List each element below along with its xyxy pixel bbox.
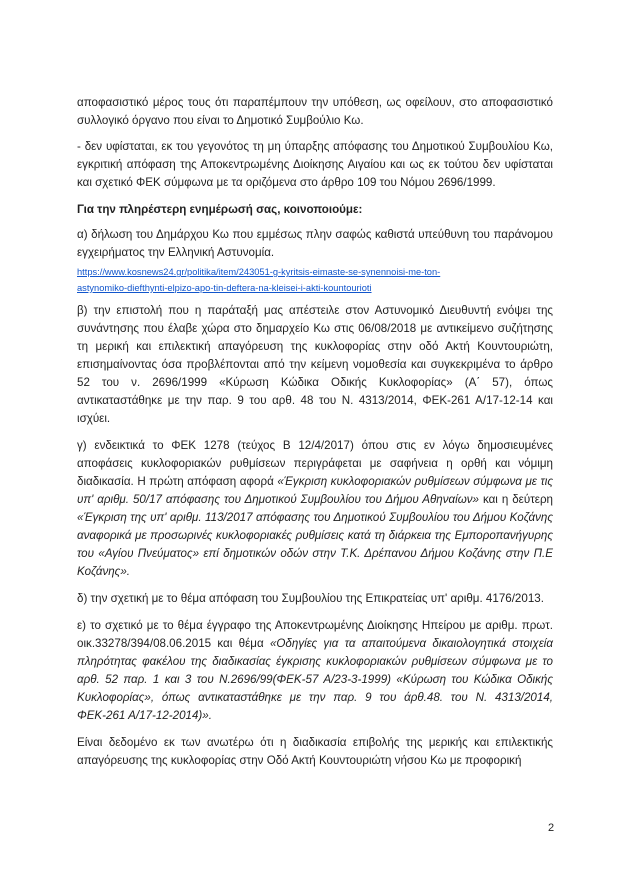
item-c bbox=[77, 437, 553, 581]
item-a: α) δήλωση του Δημάρχου Κω που εμμέσως πλην σαφώς καθιστά υπεύθυνη του παράνομου εγχειρήματος την Ελληνική Αστυνομία. bbox=[77, 228, 553, 259]
paragraph-no-decision: - δεν υφίσταται, εκ του γεγονότος τη μη ύπαρξης απόφασης του Δημοτικού Συμβουλίου Κω, εγκριτική απόφαση της Αποκεντρωμένης Διοίκησης Αιγαίου και ως εκ τούτου δεν υφίσταται και σχετικό ΦΕΚ σύμφωνα με τα οριζόμενα στο άρθρο 109 του Νόμου 2696/1999. bbox=[77, 140, 553, 189]
section-heading: Για την πληρέστερη ενημέρωσή σας, κοινοποιούμε: bbox=[77, 203, 363, 216]
item-b: β) την επιστολή που η παράταξή μας απέστειλε στον Αστυνομικό Διευθυντή ενόψει της συνάντησης που έλαβε χώρα στο δημαρχείο Κω στις 06/08/2018 με αντικείμενο συζήτησης τη μερική και επιλεκτική απαγόρευση της κυκλοφορίας στην οδό Ακτή Κουντουριώτη, επισημαίνοντας όσα προβλέπονται από την κείμενη νομοθεσία και συγκεκριμένα το άρθρο 52 του ν. 2696/1999 «Κύρωση Κώδικα Οδικής Κυκλοφορίας» (Α΄ 57), όπως αντικαταστάθηκε με την παρ. 9 του αρθ. 48 του Ν. 4313/2014, ΦΕΚ-261 Α/17-12-14 και ισχύει. bbox=[77, 304, 553, 425]
item-d: δ) την σχετική με το θέμα απόφαση του Συμβουλίου της Επικρατείας υπ' αριθμ. 4176/2013. bbox=[77, 592, 544, 605]
paragraph-conclusion: Είναι δεδομένο εκ των ανωτέρω ότι η διαδικασία επιβολής της μερικής και επιλεκτικής απαγόρευσης της κυκλοφορίας στην Οδό Ακτή Κουντουριώτη νήσου Κω με προφορική bbox=[77, 736, 553, 767]
item-c-decision-2: «Έγκριση της υπ' αριθμ. 113/2017 απόφασης του Δημοτικού Συμβουλίου του Δήμου Κοζάνης αναφορικά με προσωρινές κυκλοφοριακές ρυθμίσεις κατά τη διάρκεια της Εμποροπανήγυρης του «Αγίου Πνεύματος» επί δημοτικών οδών στην Τ.Κ. Δρέπανου Δήμου Κοζάνης στην Π.Ε Κοζάνης». bbox=[77, 511, 553, 578]
item-e-text: ε) το σχετικό με το θέμα έγγραφο της Αποκεντρωμένης Διοίκησης Ηπείρου με αριθμ. πρωτ. οικ.33278/394/08.06.2015 και θέμα bbox=[77, 619, 553, 650]
item-e-subject: «Οδηγίες για τα απαιτούμενα δικαιολογητικά στοιχεία πληρότητας φακέλου της διαδικασίας έγκρισης κυκλοφοριακών ρυθμίσεων σύμφωνα με το αρθ. 52 παρ. 1 και 3 του Ν.2696/99(ΦΕΚ-57 Α/23-3-1999) «Κύρωση του Κώδικα Οδικής Κυκλοφορίας», όπως αντικαταστάθηκε με την παρ. 9 του άρθ.48. του Ν. 4313/2014, ΦΕΚ-261 Α/17-12-2014)». bbox=[77, 637, 553, 722]
news-link-line-2[interactable]: astynomiko-diefthynti-elpizo-apo-tin-deftera-na-kleisei-i-akti-kountourioti bbox=[77, 283, 372, 293]
item-c-text: γ) ενδεικτικά το ΦΕΚ 1278 (τεύχος Β 12/4/2017) όπου στις εν λόγω δημοσιευμένες αποφάσεις κυκλοφοριακών ρυθμίσεων περιγράφεται με σαφήνεια η ορθή και νόμιμη διαδικασία. Η πρώτη απόφαση αφορά bbox=[77, 439, 553, 488]
paragraph-continuation: αποφασιστικό μέρος τους ότι παραπέμπουν την υπόθεση, ως οφείλουν, στο αποφασιστικό συλλογικό όργανο που είναι το Δημοτικό Συμβούλιο Κω. bbox=[77, 96, 553, 127]
item-e bbox=[77, 617, 553, 725]
item-c-join: και η δεύτερη bbox=[478, 493, 553, 506]
news-link-line-1[interactable]: https://www.kosnews24.gr/politika/item/243051-g-kyritsis-eimaste-se-synennoisi-me-ton- bbox=[77, 267, 441, 277]
page-number: 2 bbox=[548, 822, 555, 834]
document-page bbox=[77, 94, 553, 779]
item-c-decision-1: «Έγκριση κυκλοφοριακών ρυθμίσεων σύμφωνα με τις υπ' αριθμ. 50/17 απόφασης του Δημοτικού Συμβουλίου του Δήμου Αθηναίων» bbox=[77, 475, 553, 506]
